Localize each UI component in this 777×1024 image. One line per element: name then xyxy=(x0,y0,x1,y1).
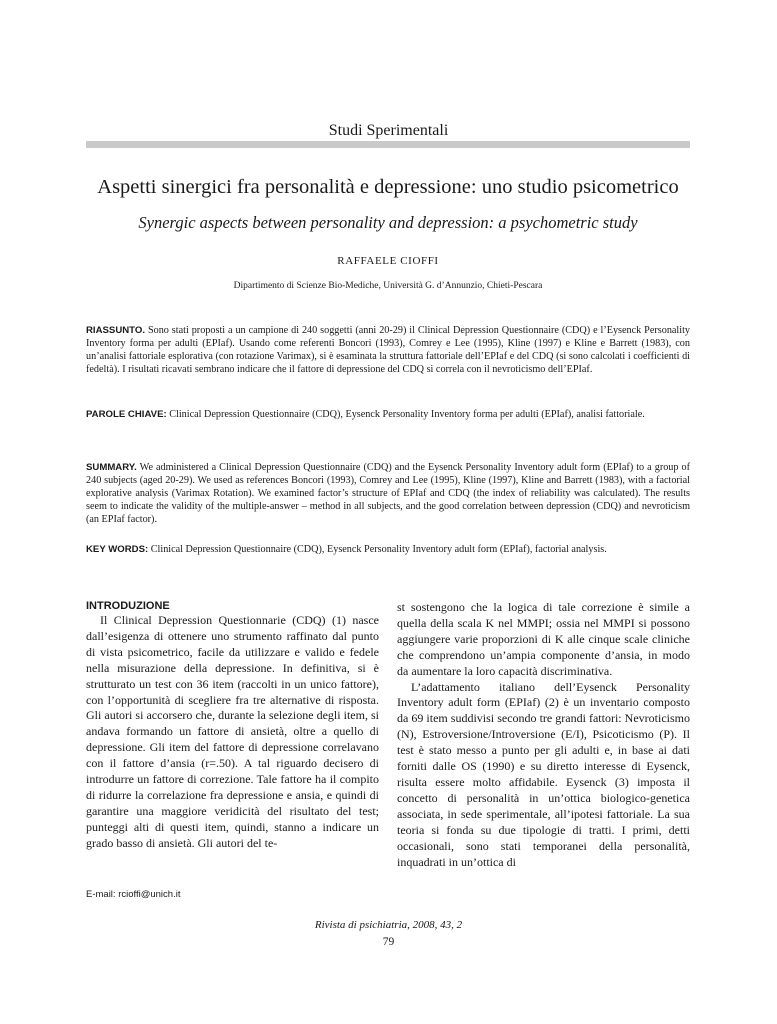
abstract-english-text: We administered a Clinical Depression Questionnaire (CDQ) and the Eysenck Personality Inventory adult form (EPIaf) to a group of 240 subjects (aged 20-29). We used as references Boncori (1993), Comrey and Lee (1995), Kline (1997), Kline and Barrett (1983), with a factorial explorative analysis (Varimax Rotation). We examined factor’s structure of EPIaf and CDQ (the index of reliability was calculated). The results seem to indicate the validity of the multiple-answer – method in all subjects, and the good correlation between depression (CDQ) and nevroticism (an EPIaf factor). xyxy=(86,462,690,525)
contact-email: E-mail: rcioffi@unich.it xyxy=(86,889,181,900)
section-rule xyxy=(86,141,690,148)
body-column-right xyxy=(397,600,690,870)
abstract-english-label: SUMMARY. xyxy=(86,462,137,473)
body-paragraph: st sostengono che la logica di tale correzione è simile a quella della scala K nel MMPI; ossia nel MMPI si possono aggiungere varie proporzioni di K alle cinque scale cliniche che comprendono un’ampia componente d’ansia, in modo da aumentare la loro capacità discriminativa. xyxy=(397,600,690,678)
article-title: Aspetti sinergici fra personalità e depressione: uno studio psicometrico xyxy=(97,176,679,198)
keywords-english-label: KEY WORDS: xyxy=(86,544,149,555)
abstract-italian-label: RIASSUNTO. xyxy=(86,325,145,336)
abstract-italian-text: Sono stati proposti a un campione di 240 soggetti (anni 20-29) il Clinical Depression Questionnaire (CDQ) e l’Eysenck Personality Inventory forma per adulti (EPIaf). Usando come referenti Boncori (1993), Comrey e Lee (1995), Kline (1997) e Kline e Barrett (1983), con un’analisi fattoriale esplorativa (con rotazione Varimax), si è esaminata la struttura fattoriale dell’EPIaf e del CDQ (si sono calcolati i coefficienti di fedeltà). I risultati ricavati sembrano indicare che il fattore di depressione del CDQ si correla con il nevroticismo dell’EPIaf. xyxy=(86,325,691,375)
body-paragraph: Il Clinical Depression Questionnarie (CDQ) (1) nasce dall’esigenza di ottenere uno strumento raffinato dal punto di vista psicometrico, facile da utilizzare e valido e fedele nella misurazione della depressione. In definitiva, si è strutturato un test con 36 item (raccolti in un unico fattore), con l’opportunità di scegliere fra tre alternative di risposta. Gli autori si accorsero che, durante la selezione degli item, si andava formando un fattore di ansietà, oltre a quello di depressione. Gli item del fattore di depressione correlavano con il fattore d’ansia (r=.50). A tal riguardo decisero di introdurre un fattore di correzione. Tale fattore ha il compito di ridurre la correlazione fra depressione e ansia, e quindi di garantire una maggiore veridicità del risultato del test; punteggi alti di questi item, quindi, stanno a indicare un grado basso di ansietà. Gli autori del te- xyxy=(86,613,379,850)
page-number: 79 xyxy=(382,936,395,948)
keywords-italian-text: Clinical Depression Questionnaire (CDQ), Eysenck Personality Inventory forma per adulti (EPIaf), analisi fattoriale. xyxy=(169,409,645,420)
abstract-italian xyxy=(86,324,690,376)
body-column-left xyxy=(86,600,379,852)
introduction-heading: INTRODUZIONE xyxy=(86,600,170,612)
keywords-english xyxy=(86,543,690,556)
section-label: Studi Sperimentali xyxy=(328,122,449,139)
keywords-english-text: Clinical Depression Questionnaire (CDQ), Eysenck Personality Inventory adult form (EPIaf), factorial analysis. xyxy=(150,544,607,555)
author-name: RAFFAELE CIOFFI xyxy=(337,255,439,267)
keywords-italian-label: PAROLE CHIAVE: xyxy=(86,409,167,420)
body-paragraph: L’adattamento italiano dell’Eysenck Personality Inventory adult form (EPIaf) (2) è un inventario composto da 69 item suddivisi secondo tre grandi fattori: Nevroticismo (N), Estroversione/Introversione (E/I), Psicoticismo (P). Il test è stato messo a punto per gli adulti e, in base ai dati forniti dalle OS (1990) e su diretto interesse di Eysenck, risulta essere molto affidabile. Eysenck (3) imposta il concetto di personalità in un’ottica biologico-genetica associata, in sede sperimentale, all’ipotesi fattoriale. La sua teoria si fonda su due tipologie di tratti. I primi, detti occasionali, sono stati temporanei della personalità, inquadrati in un’ottica di xyxy=(397,679,690,869)
journal-citation: Rivista di psichiatria, 2008, 43, 2 xyxy=(314,919,463,931)
keywords-italian xyxy=(86,408,690,421)
author-affiliation: Dipartimento di Scienze Bio-Mediche, Università G. d’Annunzio, Chieti-Pescara xyxy=(233,281,543,291)
abstract-english xyxy=(86,461,690,526)
article-subtitle: Synergic aspects between personality and depression: a psychometric study xyxy=(138,213,638,232)
